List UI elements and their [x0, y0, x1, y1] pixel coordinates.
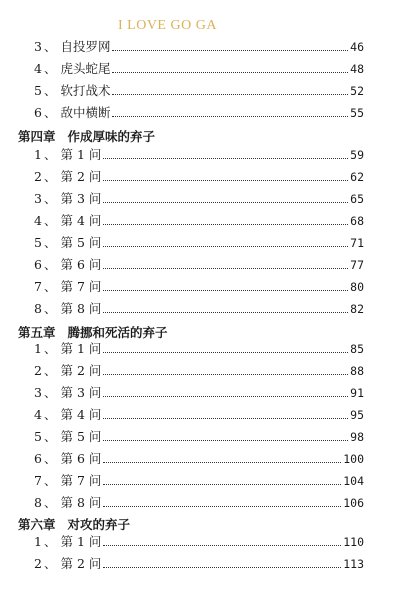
entry-page-number: 80 — [350, 280, 364, 294]
dot-leader — [103, 461, 341, 463]
entry-page-number: 71 — [350, 236, 364, 250]
entry-page-number: 59 — [350, 148, 364, 162]
entry-label: 第 7 问 — [60, 473, 102, 488]
entry-page-number: 106 — [343, 496, 364, 510]
entry-number: 1 — [34, 534, 42, 549]
entry-label: 第 7 问 — [60, 279, 102, 294]
dot-leader — [103, 566, 341, 568]
toc-entry — [34, 212, 364, 230]
entry-page-number: 98 — [350, 430, 364, 444]
entry-label: 第 5 问 — [60, 429, 102, 444]
dot-leader — [103, 417, 348, 419]
entry-page-number: 95 — [350, 408, 364, 422]
entry-number: 6 — [34, 105, 42, 120]
entry-page-number: 110 — [343, 535, 364, 549]
entry-number: 1 — [34, 341, 42, 356]
dot-leader — [103, 439, 348, 441]
entry-separator: 、 — [43, 39, 57, 54]
dot-leader — [103, 505, 341, 507]
toc-entry — [34, 168, 364, 186]
entry-number: 4 — [34, 61, 42, 76]
entry-page-number: 65 — [350, 192, 364, 206]
entry-separator: 、 — [43, 279, 57, 294]
entry-number: 5 — [34, 429, 42, 444]
entry-label: 虎头蛇尾 — [60, 61, 111, 76]
entry-separator: 、 — [43, 473, 57, 488]
entry-number: 1 — [34, 147, 42, 162]
entry-number: 3 — [34, 385, 42, 400]
entry-number: 2 — [34, 556, 42, 571]
toc-entry — [34, 450, 364, 468]
toc-entry — [34, 256, 364, 274]
dot-leader — [103, 311, 348, 313]
entry-separator: 、 — [43, 429, 57, 444]
toc-entry — [34, 428, 364, 446]
entry-separator: 、 — [43, 191, 57, 206]
entry-separator: 、 — [43, 556, 57, 571]
chapter-number: 第四章 — [18, 129, 56, 144]
toc-entry — [34, 190, 364, 208]
entry-label: 第 5 问 — [60, 235, 102, 250]
entry-page-number: 48 — [350, 62, 364, 76]
dot-leader — [112, 71, 348, 73]
toc-entry — [34, 384, 364, 402]
entry-separator: 、 — [43, 169, 57, 184]
dot-leader — [103, 179, 348, 181]
entry-page-number: 46 — [350, 40, 364, 54]
entry-number: 3 — [34, 39, 42, 54]
toc-entry — [34, 146, 364, 164]
entry-number: 8 — [34, 301, 42, 316]
entry-separator: 、 — [43, 495, 57, 510]
dot-leader — [103, 351, 348, 353]
dot-leader — [103, 483, 341, 485]
entry-page-number: 100 — [343, 452, 364, 466]
entry-number: 2 — [34, 169, 42, 184]
dot-leader — [112, 115, 348, 117]
entry-number: 6 — [34, 257, 42, 272]
entry-page-number: 88 — [350, 364, 364, 378]
entry-label: 第 3 问 — [60, 385, 102, 400]
entry-label: 第 2 问 — [60, 169, 102, 184]
toc-entry — [34, 234, 364, 252]
entry-page-number: 77 — [350, 258, 364, 272]
toc-entry — [34, 555, 364, 573]
entry-separator: 、 — [43, 385, 57, 400]
entry-page-number: 91 — [350, 386, 364, 400]
entry-separator: 、 — [43, 534, 57, 549]
entry-label: 第 4 问 — [60, 213, 102, 228]
entry-number: 6 — [34, 451, 42, 466]
entry-label: 敌中横断 — [60, 105, 111, 120]
entry-page-number: 82 — [350, 302, 364, 316]
chapter-title: 对攻的弃子 — [67, 517, 131, 532]
entry-number: 8 — [34, 495, 42, 510]
toc-entry — [34, 60, 364, 78]
entry-separator: 、 — [43, 61, 57, 76]
entry-page-number: 52 — [350, 84, 364, 98]
entry-page-number: 62 — [350, 170, 364, 184]
toc-entry — [34, 406, 364, 424]
dot-leader — [103, 245, 348, 247]
toc-entry — [34, 104, 364, 122]
entry-separator: 、 — [43, 363, 57, 378]
dot-leader — [103, 289, 348, 291]
chapter-heading — [18, 128, 155, 146]
entry-page-number: 55 — [350, 106, 364, 120]
entry-number: 4 — [34, 213, 42, 228]
entry-label: 软打战术 — [60, 83, 111, 98]
toc-entry — [34, 362, 364, 380]
entry-label: 第 4 问 — [60, 407, 102, 422]
entry-label: 第 8 问 — [60, 495, 102, 510]
entry-number: 4 — [34, 407, 42, 422]
entry-separator: 、 — [43, 341, 57, 356]
entry-number: 3 — [34, 191, 42, 206]
chapter-number: 第五章 — [18, 325, 56, 340]
chapter-heading — [18, 516, 130, 534]
dot-leader — [103, 201, 348, 203]
entry-label: 第 2 问 — [60, 363, 102, 378]
dot-leader — [103, 267, 348, 269]
toc-entry — [34, 472, 364, 490]
entry-separator: 、 — [43, 147, 57, 162]
dot-leader — [103, 373, 348, 375]
toc-entry — [34, 82, 364, 100]
toc-entry — [34, 533, 364, 551]
entry-separator: 、 — [43, 213, 57, 228]
entry-separator: 、 — [43, 301, 57, 316]
entry-page-number: 68 — [350, 214, 364, 228]
chapter-title: 作成厚味的弃子 — [67, 129, 156, 144]
entry-separator: 、 — [43, 105, 57, 120]
entry-separator: 、 — [43, 235, 57, 250]
dot-leader — [103, 395, 348, 397]
entry-page-number: 85 — [350, 342, 364, 356]
entry-label: 第 3 问 — [60, 191, 102, 206]
entry-label: 第 1 问 — [60, 341, 102, 356]
entry-label: 第 6 问 — [60, 451, 102, 466]
entry-number: 7 — [34, 279, 42, 294]
entry-page-number: 113 — [343, 557, 364, 571]
entry-page-number: 104 — [343, 474, 364, 488]
dot-leader — [103, 544, 341, 546]
toc-entry — [34, 278, 364, 296]
entry-number: 5 — [34, 235, 42, 250]
entry-label: 第 6 问 — [60, 257, 102, 272]
entry-label: 第 1 问 — [60, 534, 102, 549]
dot-leader — [112, 49, 348, 51]
entry-number: 5 — [34, 83, 42, 98]
entry-label: 第 1 问 — [60, 147, 102, 162]
entry-separator: 、 — [43, 257, 57, 272]
entry-label: 自投罗网 — [60, 39, 111, 54]
entry-label: 第 2 问 — [60, 556, 102, 571]
dot-leader — [112, 93, 348, 95]
watermark: I LOVE GO GA — [118, 18, 217, 33]
entry-number: 2 — [34, 363, 42, 378]
dot-leader — [103, 223, 348, 225]
entry-separator: 、 — [43, 83, 57, 98]
chapter-title: 腾挪和死活的弃子 — [67, 325, 168, 340]
chapter-number: 第六章 — [18, 517, 56, 532]
toc-entry — [34, 300, 364, 318]
entry-number: 7 — [34, 473, 42, 488]
entry-separator: 、 — [43, 407, 57, 422]
toc-entry — [34, 38, 364, 56]
entry-separator: 、 — [43, 451, 57, 466]
toc-entry — [34, 340, 364, 358]
entry-label: 第 8 问 — [60, 301, 102, 316]
toc-entry — [34, 494, 364, 512]
dot-leader — [103, 157, 348, 159]
